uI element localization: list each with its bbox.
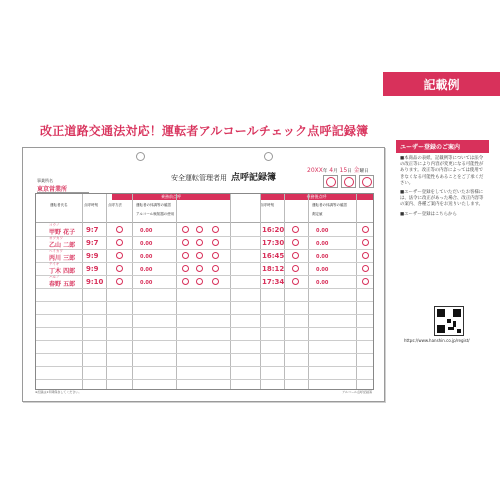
sheet-title-main: 点呼記録簿	[231, 173, 277, 183]
check-mark	[196, 278, 203, 285]
date-month-unit: 月	[333, 169, 338, 174]
departure-value: 0.00	[140, 241, 153, 247]
check-mark	[362, 278, 369, 285]
date-row	[307, 165, 369, 174]
departure-time: 9:9	[86, 265, 99, 273]
table-row	[36, 327, 373, 341]
table-row	[36, 275, 373, 289]
col-check-arrival: 運転者の体調等の確認	[312, 203, 347, 207]
table-row	[36, 366, 373, 380]
office-value: 東京営業所	[37, 184, 89, 193]
driver-kana: オツカワ	[49, 236, 63, 240]
check-mark	[212, 226, 219, 233]
departure-value: 0.00	[140, 280, 153, 286]
check-mark	[292, 278, 299, 285]
table-row	[36, 236, 373, 250]
check-mark	[116, 226, 123, 233]
departure-value: 0.00	[140, 228, 153, 234]
check-mark	[182, 265, 189, 272]
example-tag: 記載例	[383, 72, 500, 96]
driver-kana: テイキ	[49, 262, 60, 266]
check-mark	[116, 239, 123, 246]
check-mark	[292, 252, 299, 259]
driver-name: 丙川 三郎	[49, 255, 76, 262]
driver-name: 乙山 二郎	[49, 242, 76, 249]
table-row	[36, 288, 373, 302]
registration-url[interactable]: https://www.hanshin.co.jp/regist/	[404, 338, 470, 343]
col-alcohol: アルコール検知器の使用	[136, 212, 175, 216]
driver-name: 丁木 四郎	[49, 268, 76, 275]
arrival-time: 16:20	[262, 226, 285, 234]
punch-hole	[136, 152, 145, 161]
departure-header: 乗務前点呼	[112, 194, 230, 200]
check-mark	[182, 278, 189, 285]
col-time-arrival: 点呼時刻	[260, 203, 274, 207]
check-mark	[196, 265, 203, 272]
date-year-unit: 年	[322, 169, 328, 174]
departure-time: 9:9	[86, 252, 99, 260]
sheet-title	[171, 170, 276, 183]
check-mark	[182, 239, 189, 246]
check-mark	[196, 226, 203, 233]
check-mark	[292, 239, 299, 246]
driver-name: 甲野 花子	[49, 229, 76, 236]
check-mark	[362, 252, 369, 259]
date-day-unit: 日	[347, 169, 352, 174]
stamp-seal	[362, 177, 372, 187]
departure-value: 0.00	[140, 267, 153, 273]
stamp-box	[323, 175, 338, 188]
date-day: 15	[339, 167, 348, 174]
arrival-header: 乗務後点呼	[260, 194, 373, 200]
approval-stamps	[323, 175, 374, 188]
stamp-box	[359, 175, 374, 188]
log-sheet	[22, 147, 385, 402]
registration-header: ユーザー登録のご案内	[396, 140, 489, 153]
driver-name: 春野 五郎	[49, 281, 76, 288]
check-mark	[196, 239, 203, 246]
arrival-time: 17:30	[262, 239, 285, 247]
col-time: 点呼時刻	[84, 203, 98, 207]
table-row	[36, 314, 373, 328]
column-headers	[36, 200, 373, 223]
date-weekday-unit: 曜日	[359, 169, 369, 174]
check-mark	[212, 265, 219, 272]
departure-value: 0.00	[140, 254, 153, 260]
check-mark	[362, 265, 369, 272]
check-mark	[362, 226, 369, 233]
footnote: ※記録は1年間保存してください。	[35, 390, 82, 394]
check-mark	[212, 252, 219, 259]
punch-hole	[264, 152, 273, 161]
arrival-value: 0.00	[316, 241, 329, 247]
check-mark	[116, 252, 123, 259]
departure-time: 9:7	[86, 239, 99, 247]
sheet-title-small: 安全運転管理者用	[171, 174, 227, 182]
departure-time: 9:7	[86, 226, 99, 234]
arrival-time: 16:45	[262, 252, 285, 260]
col-check: 運転者の体調等の確認	[136, 203, 171, 207]
arrival-value: 0.00	[316, 280, 329, 286]
check-mark	[292, 265, 299, 272]
arrival-value: 0.00	[316, 254, 329, 260]
driver-kana: ハルノ	[49, 275, 60, 279]
check-mark	[116, 265, 123, 272]
table-row	[36, 223, 373, 237]
date-year: 20XX	[307, 167, 323, 174]
stamp-seal	[326, 177, 336, 187]
check-mark	[196, 252, 203, 259]
arrival-value: 0.00	[316, 267, 329, 273]
info-paragraph: ■ユーザー登録をしていただいたお客様には、法令に改正があった場合、改正内容等の案内、各種ご案内をお送りいたします。	[400, 190, 484, 208]
sheet-code: アルコール点呼記録簿	[342, 390, 372, 394]
driver-kana: ヘイカワ	[49, 249, 63, 253]
col-method: 点呼方法	[108, 203, 122, 207]
check-mark	[362, 239, 369, 246]
table-row	[36, 340, 373, 354]
arrival-time: 18:12	[262, 265, 285, 273]
check-mark	[292, 226, 299, 233]
stamp-box	[341, 175, 356, 188]
qr-code[interactable]	[434, 306, 464, 336]
check-mark	[182, 226, 189, 233]
check-mark	[182, 252, 189, 259]
table-row	[36, 301, 373, 315]
table-row	[36, 353, 373, 367]
table-row	[36, 379, 373, 390]
roll-call-table	[35, 193, 374, 390]
col-value: 測定値	[312, 212, 323, 216]
info-paragraph: ■ユーザー登録はこちらから	[400, 211, 457, 217]
info-paragraph: ■本商品の表紙、記載例等については法令の改正等により内容が変更になる可能性があります。改正等の内容によっては使用できなくなる可能性もあることをご了承ください。	[400, 156, 484, 186]
table-row	[36, 249, 373, 263]
date-month: 4	[329, 167, 334, 174]
office-label: 事業所名	[37, 178, 53, 183]
check-mark	[116, 278, 123, 285]
date-weekday: 金	[353, 167, 360, 174]
table-row	[36, 262, 373, 276]
check-mark	[212, 239, 219, 246]
arrival-time: 17:34	[262, 278, 285, 286]
departure-time: 9:10	[86, 278, 104, 286]
arrival-value: 0.00	[316, 228, 329, 234]
headline: 改正道路交通法対応！運転者アルコールチェック点呼記録簿	[40, 124, 369, 138]
driver-kana: コウノ	[49, 223, 60, 227]
col-driver: 運転者氏名	[50, 203, 68, 207]
stamp-seal	[344, 177, 354, 187]
check-mark	[212, 278, 219, 285]
